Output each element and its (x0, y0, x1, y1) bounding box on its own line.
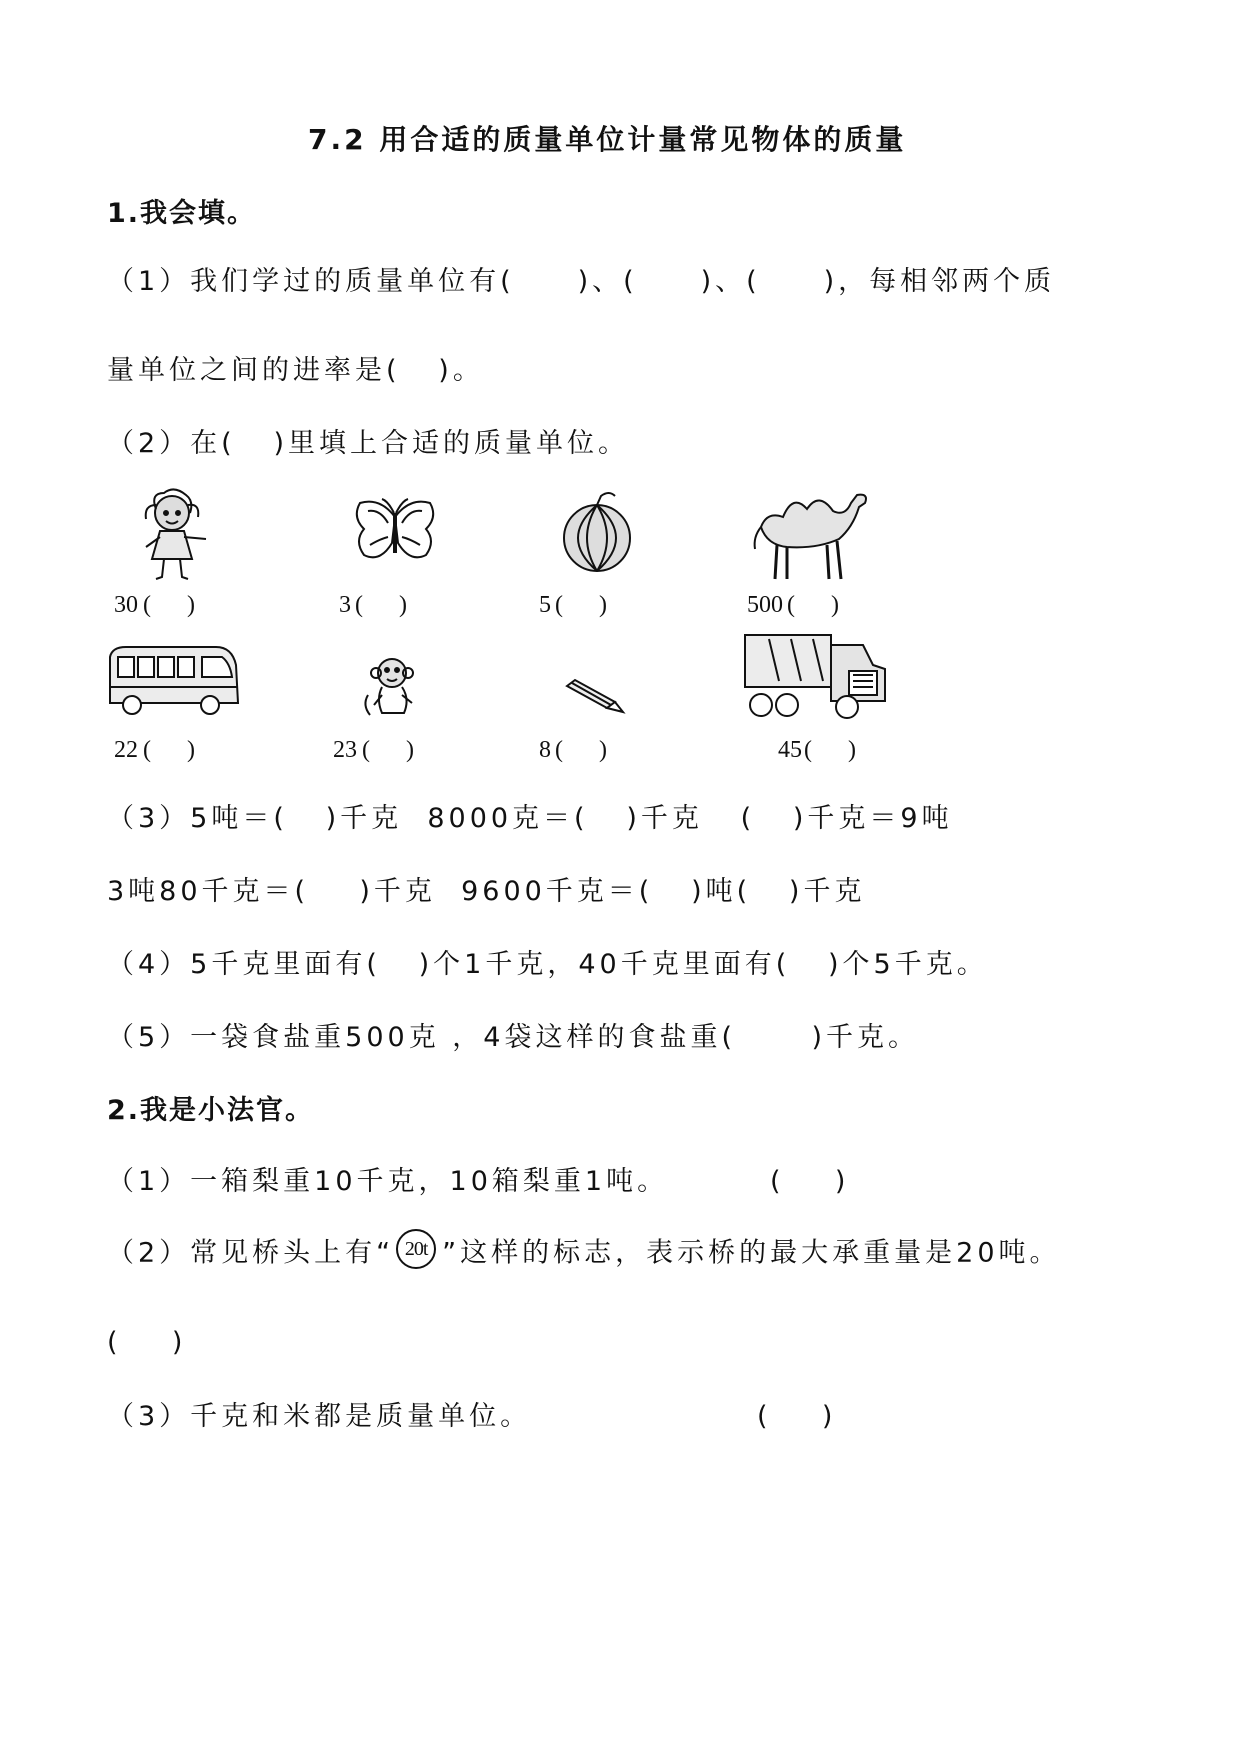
question-1-1-line-1: （1）我们学过的质量单位有( )、( )、( )，每相邻两个质 (107, 266, 1056, 297)
answer-blank[interactable]: ( ) (355, 592, 407, 618)
judgment-3: （3）千克和米都是质量单位。 (107, 1401, 532, 1432)
section-2-heading: 2.我是小法官。 (107, 1095, 315, 1126)
judgment-2-text-before: （2）常见桥头上有“ (107, 1237, 395, 1269)
answer-blank[interactable]: ( ) (362, 737, 414, 763)
camel-icon (747, 487, 877, 583)
question-1-2-instruction: （2）在( )里填上合适的质量单位。 (107, 428, 629, 459)
item-value: 500 (747, 592, 783, 618)
weight-limit-sign: 20t (396, 1229, 436, 1269)
answer-blank[interactable]: ( ) (143, 737, 195, 763)
question-1-5: （5）一袋食盐重500克 ，4袋这样的食盐重( )千克。 (107, 1022, 920, 1053)
section-1-heading: 1.我会填。 (107, 198, 257, 229)
answer-blank[interactable]: ( ) (787, 592, 839, 618)
question-1-1-line-2: 量单位之间的进率是( )。 (107, 355, 484, 386)
butterfly-icon (350, 497, 440, 567)
item-value: 3 (339, 592, 351, 618)
girl-icon (130, 483, 216, 583)
item-value: 45 (778, 737, 802, 763)
monkey-icon (360, 655, 428, 719)
answer-blank[interactable]: ( ) (804, 737, 856, 763)
item-value: 23 (333, 737, 357, 763)
item-value: 22 (114, 737, 138, 763)
judgment-1: （1）一箱梨重10千克，10箱梨重1吨。 (107, 1166, 669, 1197)
question-1-3-line-1: （3）5吨＝( )千克 8000克＝( )千克 ( )千克＝9吨 (107, 803, 953, 834)
judgment-1-answer[interactable]: ( ) (770, 1166, 850, 1197)
item-value: 30 (114, 592, 138, 618)
page-title: 7.2 用合适的质量单位计量常见物体的质量 (308, 123, 907, 156)
question-1-3-line-2: 3吨80千克＝( )千克 9600千克＝( )吨( )千克 (107, 876, 866, 907)
question-1-4: （4）5千克里面有( )个1千克，40千克里面有( )个5千克。 (107, 949, 988, 980)
judgment-2-answer[interactable]: ( ) (107, 1327, 187, 1358)
truck-icon (739, 631, 889, 723)
item-value: 5 (539, 592, 551, 618)
answer-blank[interactable]: ( ) (555, 592, 607, 618)
pencil-icon (563, 678, 627, 714)
item-value: 8 (539, 737, 551, 763)
watermelon-icon (553, 488, 643, 574)
answer-blank[interactable]: ( ) (555, 737, 607, 763)
judgment-2-text-after: ”这样的标志，表示桥的最大承重量是20吨。 (442, 1237, 1061, 1269)
judgment-2 (107, 1239, 1061, 1269)
answer-blank[interactable]: ( ) (143, 592, 195, 618)
bus-icon (106, 643, 242, 723)
judgment-3-answer[interactable]: ( ) (757, 1401, 837, 1432)
